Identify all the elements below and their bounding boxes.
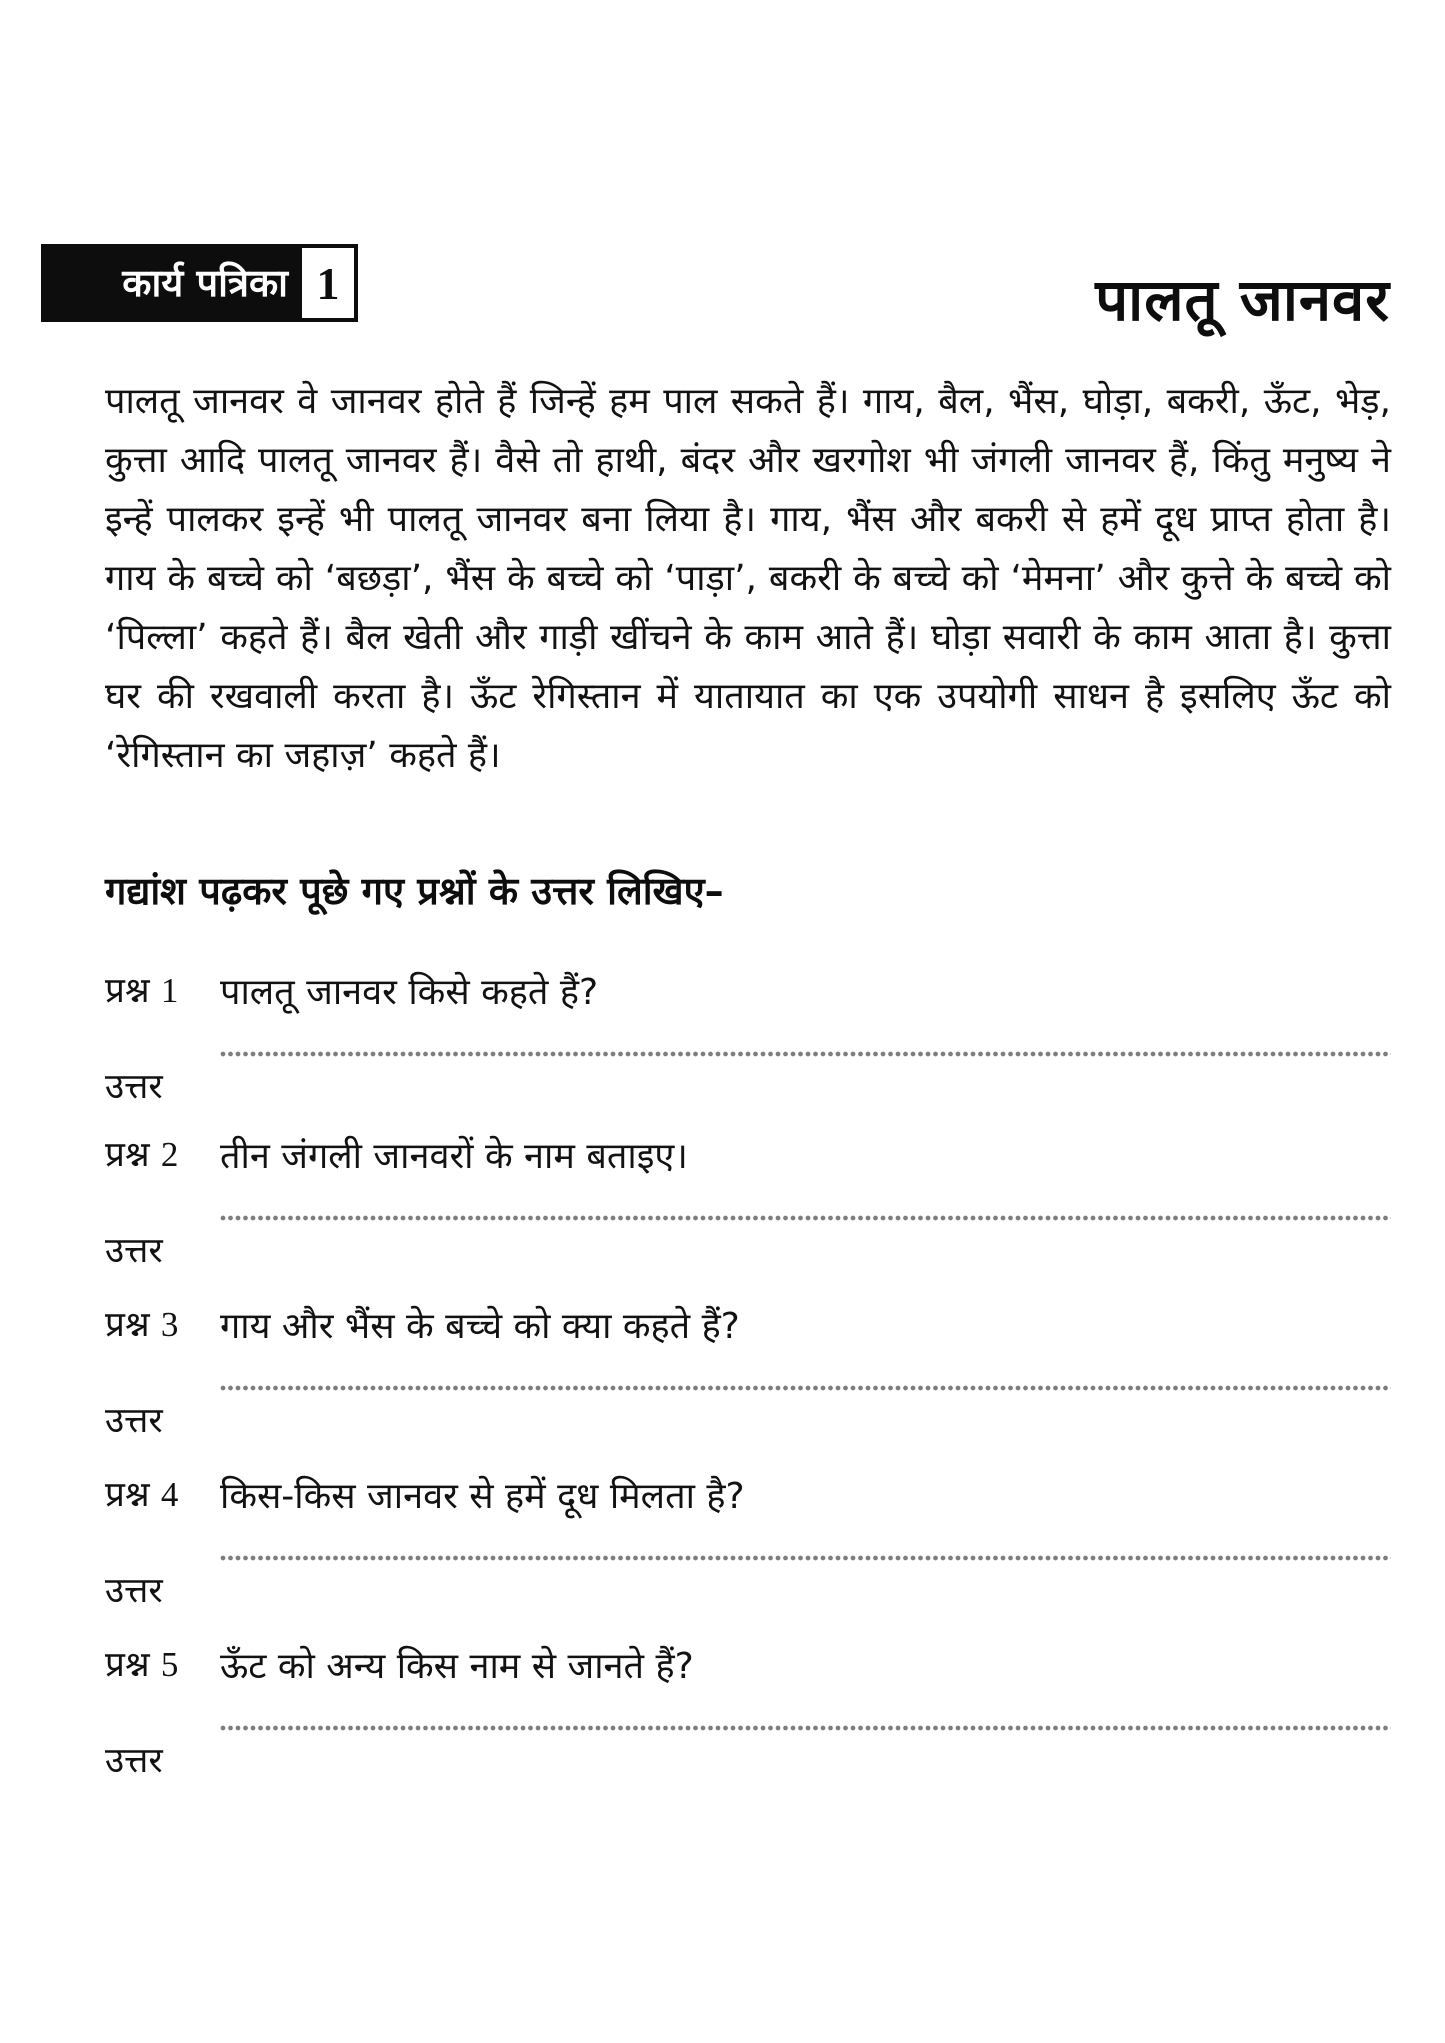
question-block-4 [105,1470,1391,1620]
question-label [105,1470,220,1519]
question-label [105,966,220,1015]
question-row [105,966,1391,1015]
question-text: किस-किस जानवर से हमें दूध मिलता है? [220,1476,745,1517]
answer-label: उत्तर [105,1401,163,1441]
answer-line[interactable] [220,1554,1391,1562]
question-word: प्रश्न [105,1305,150,1345]
question-text: ऊँट को अन्य किस नाम से जानते हैं? [220,1646,694,1687]
question-word: प्रश्न [105,1475,150,1515]
question-label [105,1300,220,1349]
question-number: 3 [160,1305,179,1344]
worksheet-badge-label: कार्य पत्रिका [122,261,288,305]
question-word: प्रश्न [105,1135,150,1175]
question-block-5 [105,1640,1391,1790]
question-number: 2 [160,1135,179,1174]
answer-label: उत्तर [105,1231,163,1271]
page-title: पालतू जानवर [1095,266,1390,334]
question-row [105,1300,1391,1349]
question-block-2 [105,1130,1391,1280]
question-word: प्रश्न [105,1645,150,1685]
instruction-heading: गद्यांश पढ़कर पूछे गए प्रश्नों के उत्तर लिखिए– [105,869,724,913]
question-text: गाय और भैंस के बच्चे को क्या कहते हैं? [220,1306,740,1347]
answer-label: उत्तर [105,1571,163,1611]
question-number: 5 [160,1645,179,1684]
question-number: 4 [160,1475,179,1514]
question-row [105,1470,1391,1519]
question-block-3 [105,1300,1391,1450]
answer-label: उत्तर [105,1067,163,1107]
question-label [105,1640,220,1689]
question-text: पालतू जानवर किसे कहते हैं? [220,972,599,1013]
question-text: तीन जंगली जानवरों के नाम बताइए। [220,1136,688,1177]
answer-line[interactable] [220,1050,1391,1058]
question-row [105,1130,1391,1179]
question-number: 1 [160,971,179,1010]
worksheet-number: 1 [302,248,354,318]
answer-label: उत्तर [105,1741,163,1781]
answer-line[interactable] [220,1384,1391,1392]
reading-passage: पालतू जानवर वे जानवर होते हैं जिन्हें हम पाल सकते हैं। गाय, बैल, भैंस, घोड़ा, बकरी, ऊँट, भेड़, कुत्ता आदि पालतू जानवर हैं। वैसे तो हाथी, बंदर और खरगोश भी जंगली जानवर हैं, किंतु मनुष्य ने इन्हें पालकर इन्हें भी पालतू जानवर बना लिया है। गाय, भैंस और बकरी से हमें दूध प्राप्त होता है। गाय के बच्चे को ‘बछड़ा’, भैंस के बच्चे को ‘पाड़ा’, बकरी के बच्चे को ‘मेमना’ और कुत्ते के बच्चे को ‘पिल्ला’ कहते हैं। बैल खेती और गाड़ी खींचने के काम आते हैं। घोड़ा सवारी के काम आता है। कुत्ता घर की रखवाली करता है। ऊँट रेगिस्तान में यातायात का एक उपयोगी साधन है इसलिए ऊँट को ‘रेगिस्तान का जहाज़’ कहते हैं। [105,381,1391,776]
worksheet-badge [41,244,358,322]
question-label [105,1130,220,1179]
answer-line[interactable] [220,1724,1391,1732]
question-block-1 [105,966,1391,1116]
answer-line[interactable] [220,1214,1391,1222]
question-word: प्रश्न [105,971,150,1011]
question-row [105,1640,1391,1689]
